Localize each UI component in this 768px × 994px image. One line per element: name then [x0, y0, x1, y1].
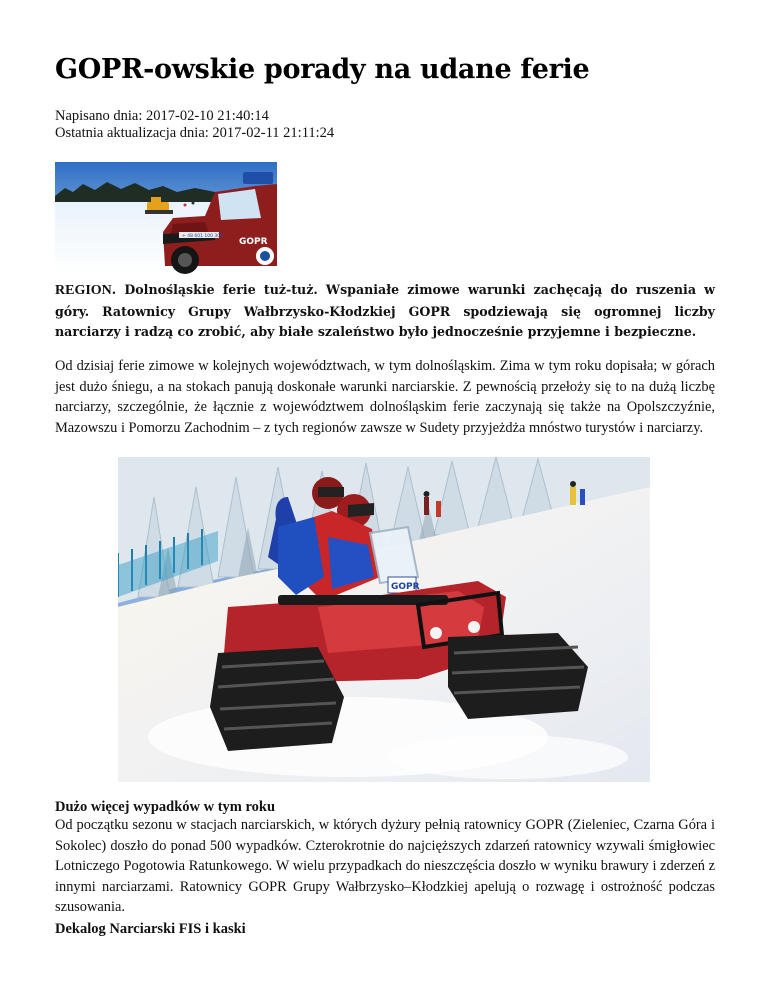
vehicle-phone-text: + 48 601 100 300	[182, 234, 223, 239]
rescue-vehicle-photo	[55, 162, 277, 274]
updated-date: Ostatnia aktualizacja dnia: 2017-02-11 21:11:24	[55, 125, 335, 141]
lead-paragraph	[55, 280, 715, 343]
section-heading-accidents: Dużo więcej wypadków w tym roku	[55, 799, 276, 815]
article-title: GOPR-owskie porady na udane ferie	[55, 54, 590, 85]
article-meta	[55, 108, 334, 142]
rescue-quad-photo	[118, 457, 650, 782]
vehicle-label-text: GOPR	[239, 237, 268, 247]
quad-label-text: GOPR	[391, 582, 420, 592]
lead-region: REGION	[55, 283, 112, 298]
published-date: Napisano dnia: 2017-02-10 21:40:14	[55, 108, 269, 124]
lead-text: . Dolnośląskie ferie tuż-tuż. Wspaniałe zimowe warunki zachęcają do ruszenia w góry. Ratownicy Grupy Wałbrzysko-Kłodzkiej GOPR spodziewają się ogromnej liczby narciarzy i radzą co zrobić, aby białe szaleństwo było jednocześnie przyjemne i bezpieczne.	[55, 282, 715, 339]
paragraph-1: Od dzisiaj ferie zimowe w kolejnych województwach, w tym dolnośląskim. Zima w tym roku dopisała; w górach jest dużo śniegu, a na stokach panują doskonałe warunki narciarskie. Z pewnością przełoży się to na dużą liczbę narciarzy, szczególnie, że łącznie z województwem dolnośląskim ferie zaczynają się także na Opolszczyźnie, Mazowszu i Pomorzu Zachodnim – z tych regionów zawsze w Sudety przyjeżdża mnóstwo turystów i narciarzy.	[55, 358, 715, 436]
section-heading-dekalog: Dekalog Narciarski FIS i kaski	[55, 921, 246, 937]
paragraph-2: Od początku sezonu w stacjach narciarskich, w których dyżury pełnią ratownicy GOPR (Zieleniec, Czarna Góra i Sokolec) doszło do ponad 500 wypadków. Czterokrotnie do najcięższych zdarzeń ratownicy wzywali śmigłowiec Lotniczego Pogotowia Ratunkowego. W wielu przypadkach do nieszczęścia doszło w wyniku brawury i zderzeń z innymi narciarzami. Ratownicy GOPR Grupy Wałbrzysko–Kłodzkiej apelują o rozwagę i ostrożność podczas szusowania.	[55, 817, 715, 915]
